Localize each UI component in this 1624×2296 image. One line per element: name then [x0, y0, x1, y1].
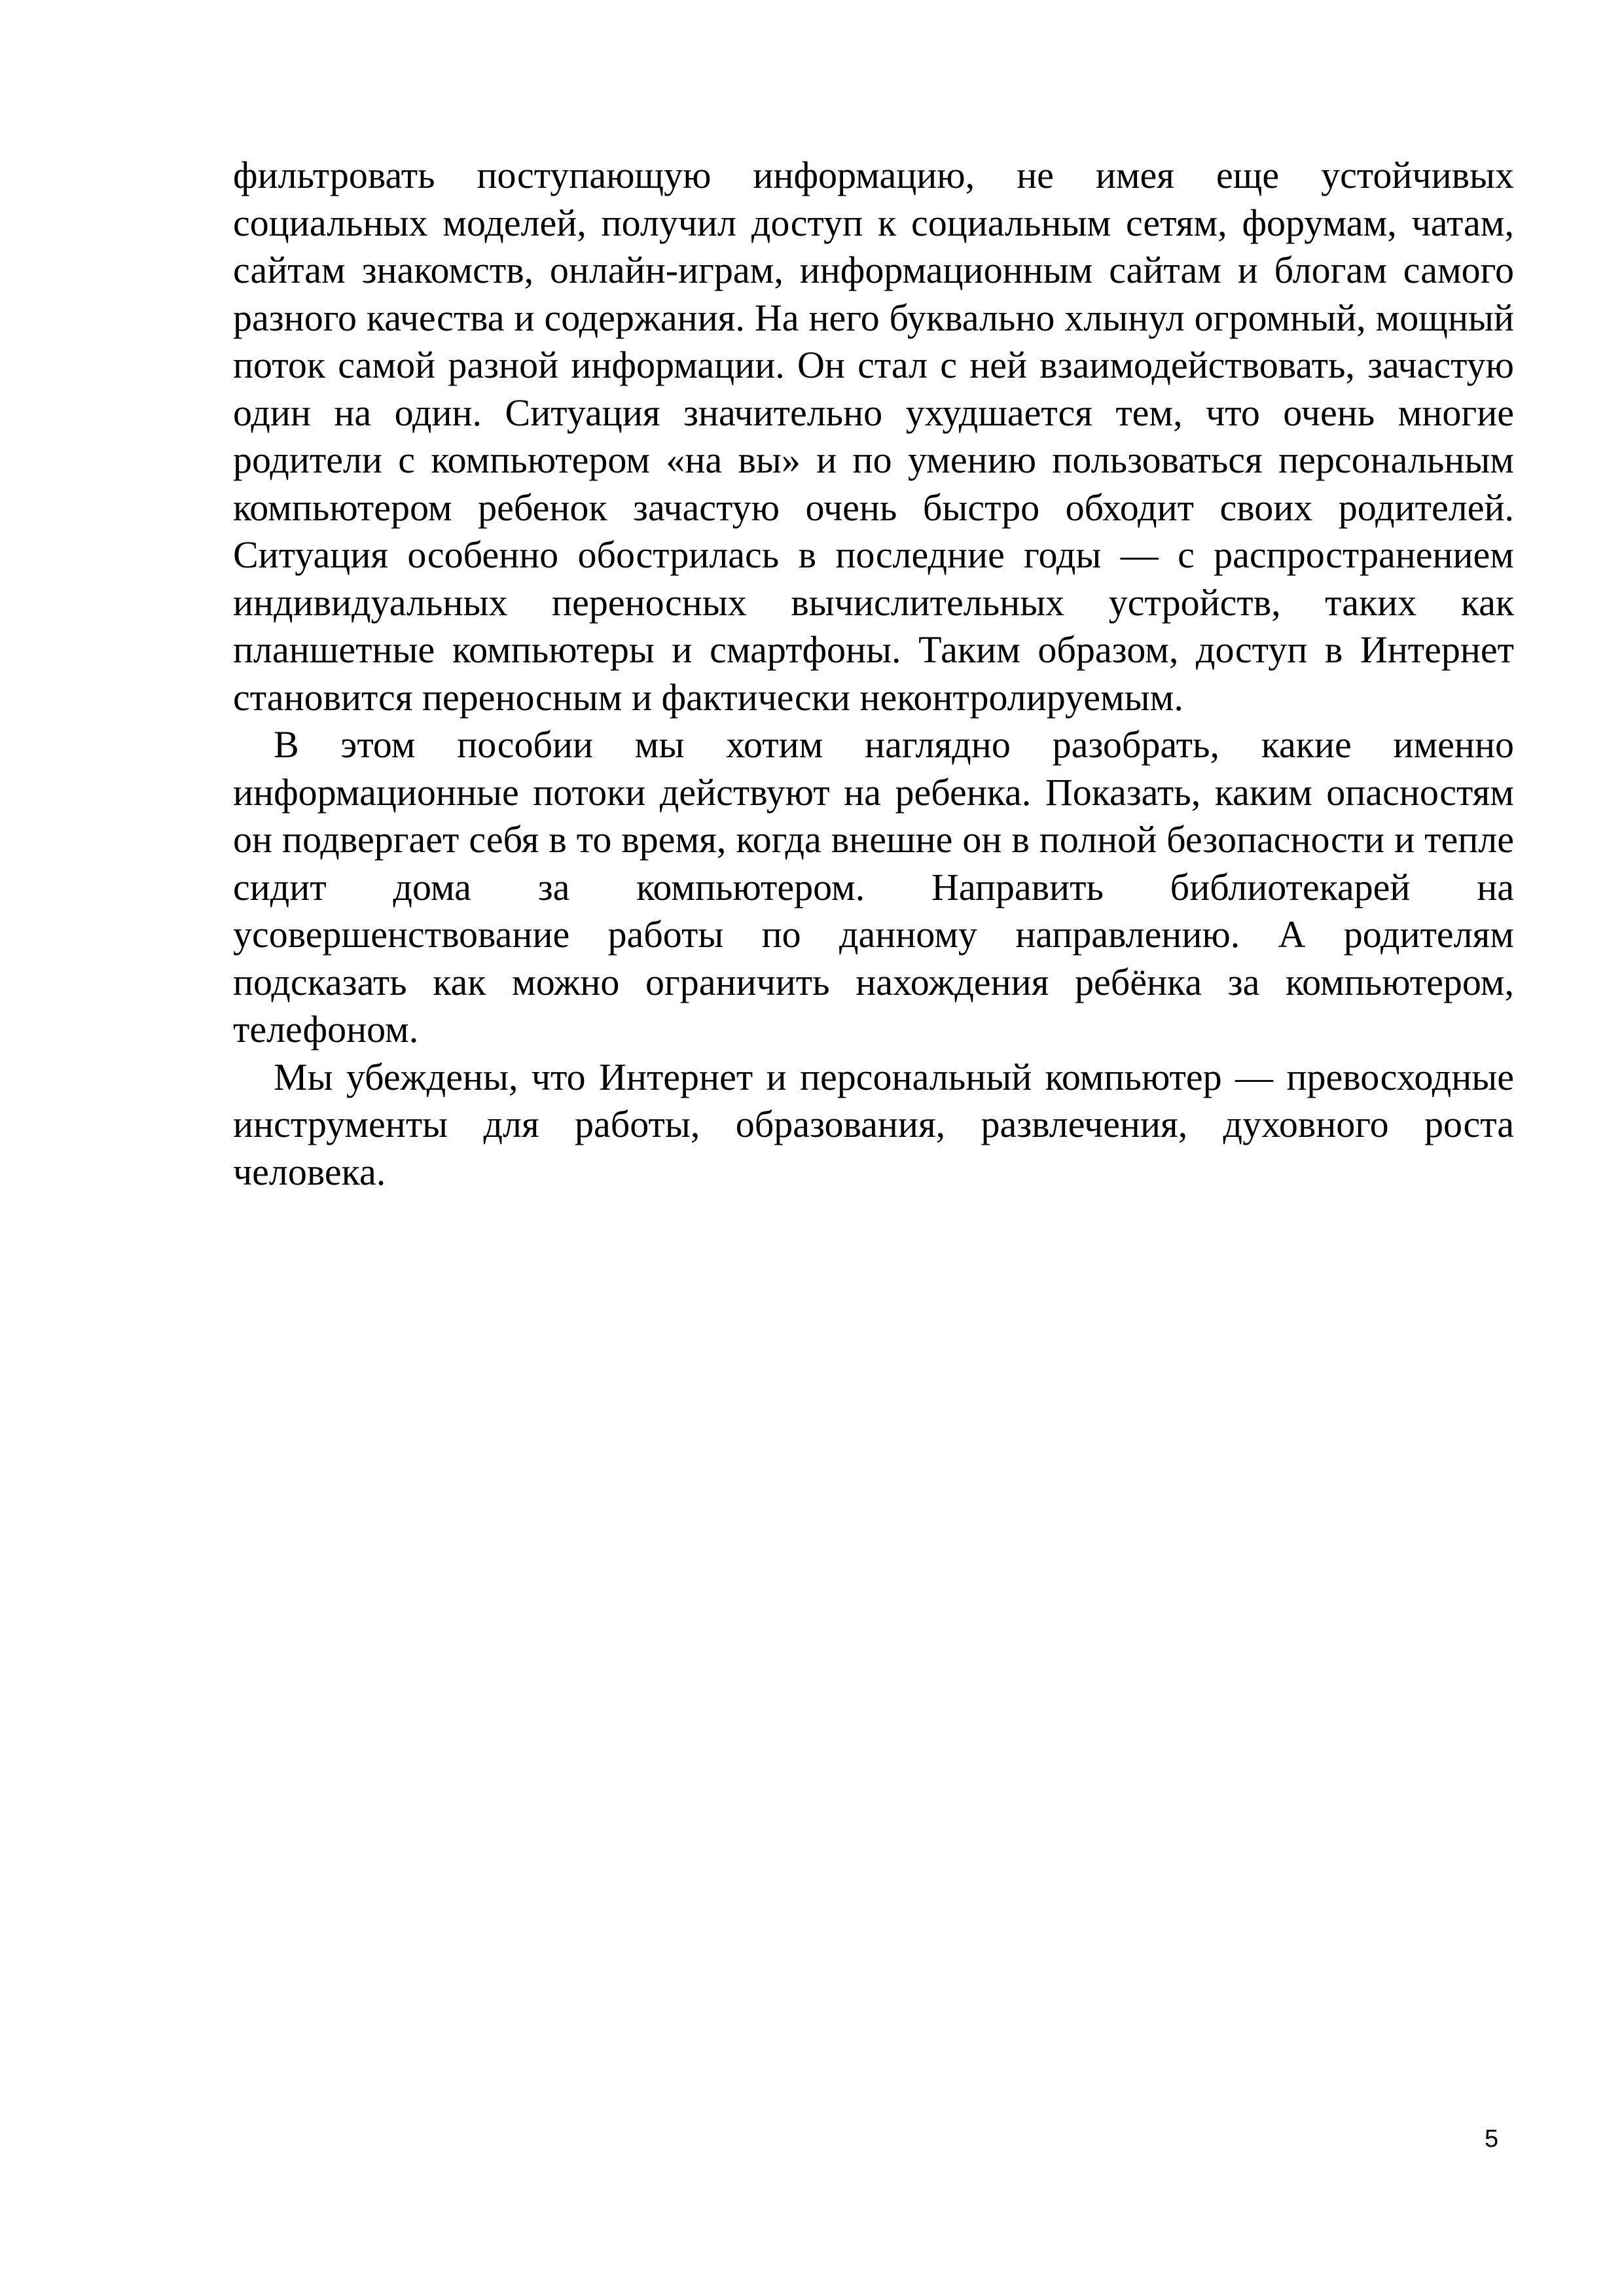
paragraph-purpose: В этом пособии мы хотим наглядно разобрать, какие именно информационные потоки действуют на ребенка. Показать, каким опасностям он подвергает себя в то время, когда внешне он в полной безопасности и тепле сидит дома за компьютером. Направить библиотекарей на усовершенствование работы по данному направлению. А родителям подсказать как можно ограничить нахождения ребёнка за компьютером, телефоном. — [233, 723, 1514, 1050]
body-text — [233, 152, 1514, 1196]
paragraph-continuation: фильтровать поступающую информацию, не имея еще устойчивых социальных моделей, получил доступ к социальным сетям, форумам, чатам, сайтам знакомств, онлайн-играм, информационным сайтам и блогам самого разного качества и содержания. На него буквально хлынул огромный, мощный поток самой разной информации. Он стал с ней взаимодействовать, зачастую один на один. Ситуация значительно ухудшается тем, что очень многие родители с компьютером «на вы» и по умению пользоваться персональным компьютером ребенок зачастую очень быстро обходит своих родителей. Ситуация особенно обострилась в последние годы — с распространением индивидуальных переносных вычислительных устройств, таких как планшетные компьютеры и смартфоны. Таким образом, доступ в Интернет становится переносным и фактически неконтролируемым. — [233, 154, 1514, 719]
paragraph-conclusion: Мы убеждены, что Интернет и персональный компьютер — превосходные инструменты для работы, образования, развлечения, духовного роста человека. — [233, 1055, 1514, 1193]
page-number: 5 — [1485, 2125, 1499, 2153]
